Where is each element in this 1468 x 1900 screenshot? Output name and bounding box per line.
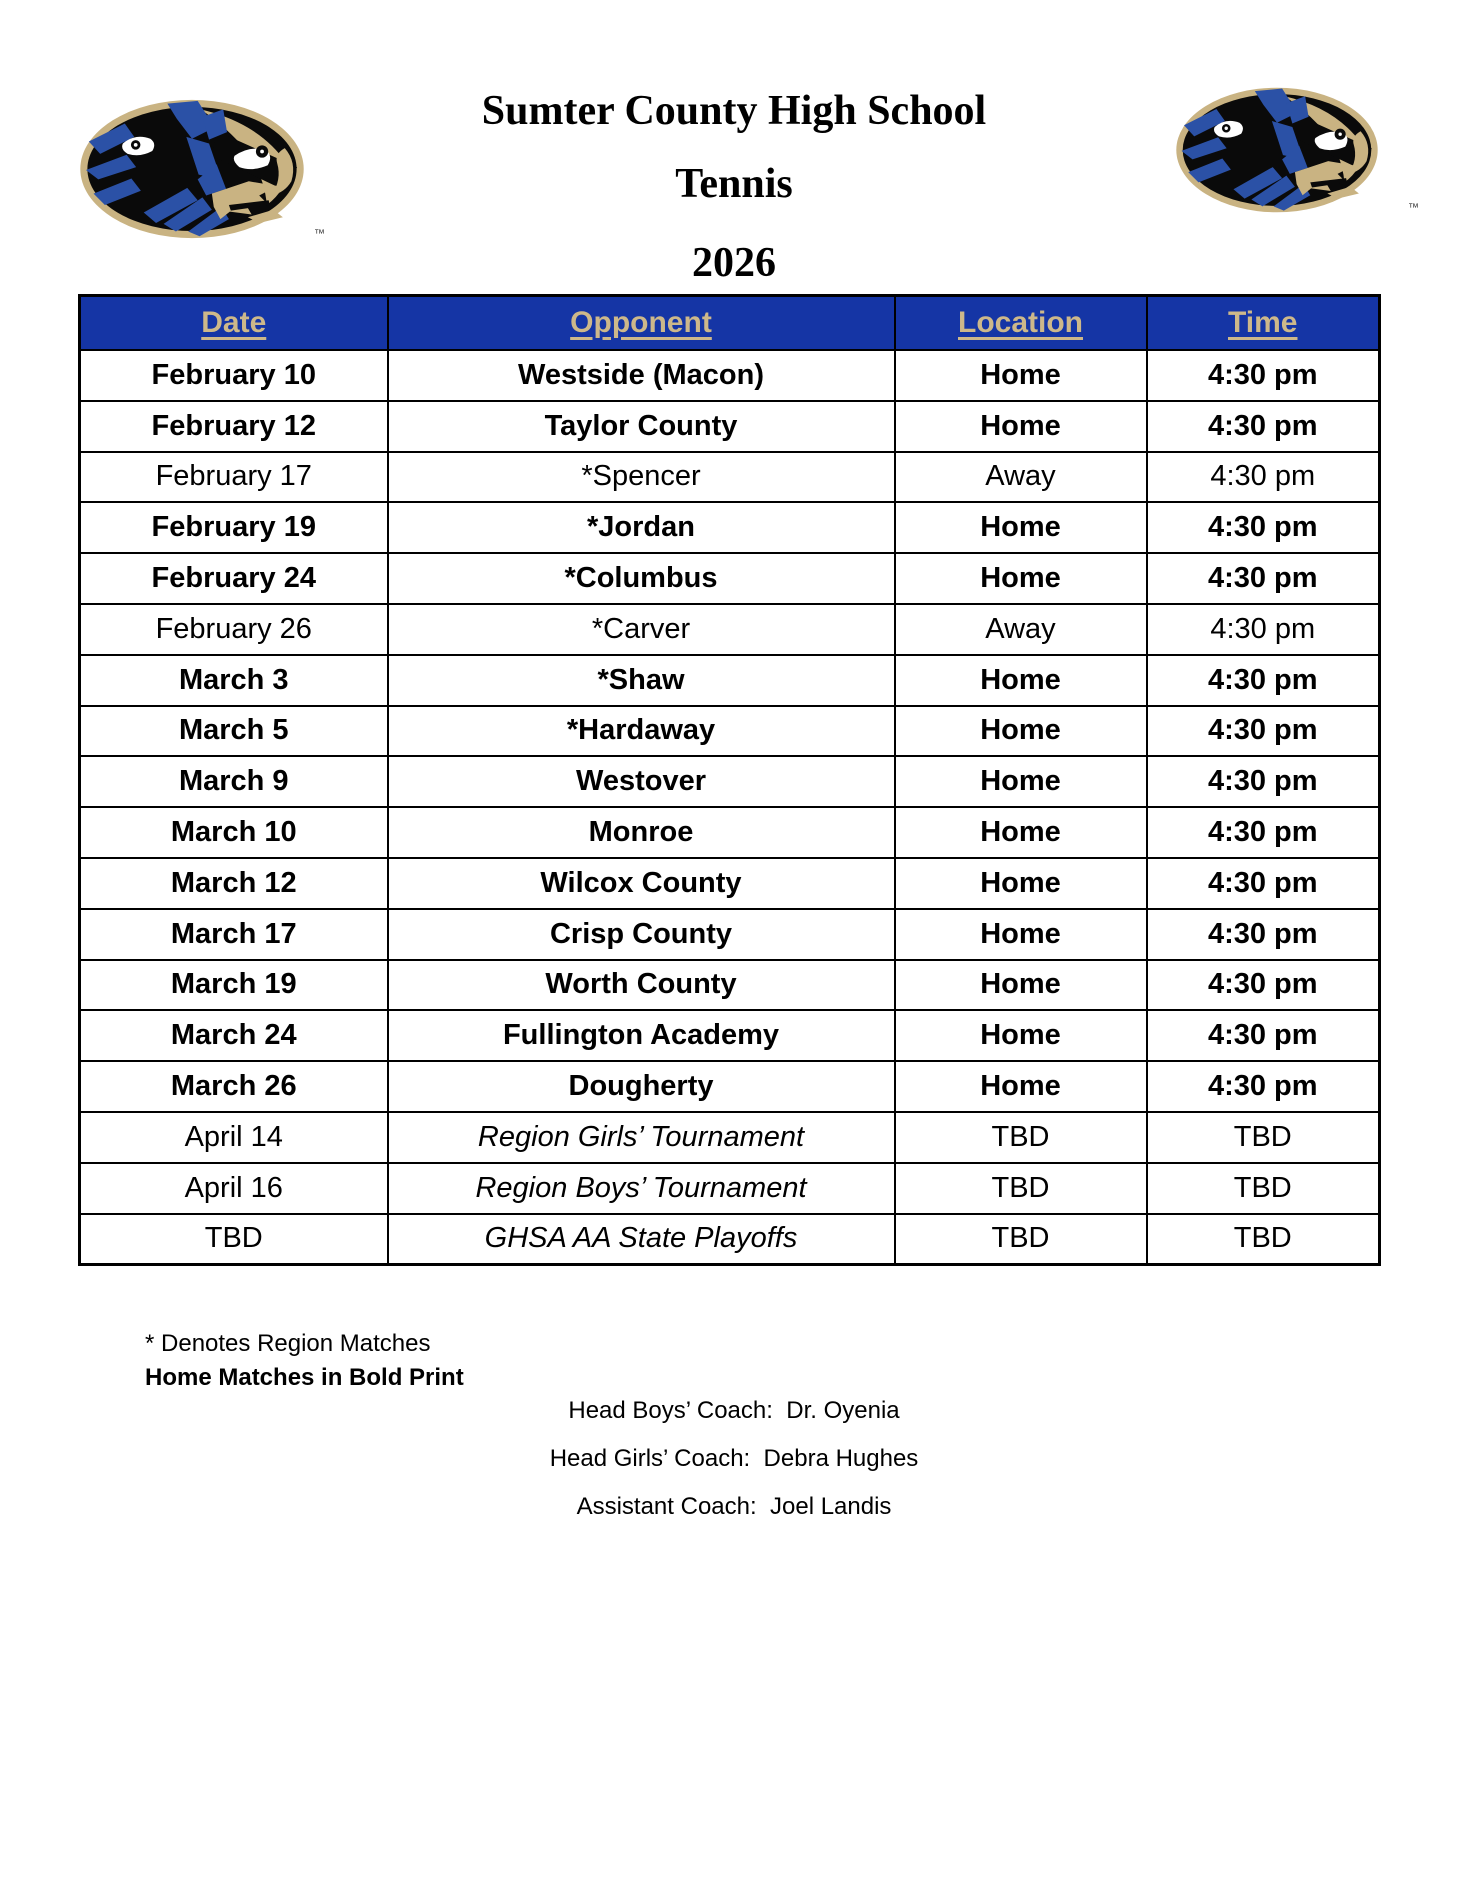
cell-time: TBD [1147,1214,1380,1265]
cell-location: Home [895,858,1147,909]
page-title-school: Sumter County High School [481,88,987,134]
cell-date: February 10 [80,350,388,401]
table-row [80,502,1380,553]
cell-time: 4:30 pm [1147,350,1380,401]
cell-location: Home [895,960,1147,1011]
head-boys-coach: Head Boys’ Coach: Dr. Oyenia [568,1397,900,1424]
cell-date: February 26 [80,604,388,655]
coaches-block [0,1396,1468,1540]
table-row [80,655,1380,706]
cell-time: 4:30 pm [1147,604,1380,655]
table-row [80,1163,1380,1214]
cell-time: 4:30 pm [1147,655,1380,706]
table-row [80,1061,1380,1112]
cell-location: Home [895,1010,1147,1061]
page-title-sport: Tennis [675,161,793,207]
cell-location: Home [895,553,1147,604]
cell-date: March 9 [80,756,388,807]
cell-location: TBD [895,1163,1147,1214]
cell-location: Home [895,655,1147,706]
cell-time: 4:30 pm [1147,909,1380,960]
cell-date: TBD [80,1214,388,1265]
column-header-location: Location [895,296,1147,351]
cell-date: March 5 [80,706,388,757]
cell-date: February 24 [80,553,388,604]
cell-date: April 16 [80,1163,388,1214]
cell-time: 4:30 pm [1147,502,1380,553]
page-title-year: 2026 [692,240,776,286]
note-region-matches: * Denotes Region Matches [145,1330,431,1357]
table-row [80,553,1380,604]
cell-date: March 3 [80,655,388,706]
cell-opponent: Monroe [388,807,895,858]
table-row [80,452,1380,503]
cell-time: TBD [1147,1112,1380,1163]
cell-opponent: *Spencer [388,452,895,503]
table-row [80,858,1380,909]
cell-opponent: Westover [388,756,895,807]
cell-location: Home [895,756,1147,807]
column-header-date: Date [80,296,388,351]
cell-date: March 10 [80,807,388,858]
cell-opponent: *Shaw [388,655,895,706]
cell-location: TBD [895,1112,1147,1163]
cell-time: 4:30 pm [1147,706,1380,757]
cell-opponent: Dougherty [388,1061,895,1112]
cell-opponent: Region Girls’ Tournament [388,1112,895,1163]
cell-time: 4:30 pm [1147,1061,1380,1112]
cell-time: 4:30 pm [1147,553,1380,604]
cell-date: February 12 [80,401,388,452]
cell-location: Home [895,401,1147,452]
cell-date: March 24 [80,1010,388,1061]
cell-time: 4:30 pm [1147,452,1380,503]
cell-location: Away [895,452,1147,503]
cell-date: February 19 [80,502,388,553]
cell-opponent: GHSA AA State Playoffs [388,1214,895,1265]
cell-date: March 17 [80,909,388,960]
table-row [80,706,1380,757]
note-home-matches-bold: Home Matches in Bold Print [145,1364,464,1391]
assistant-coach: Assistant Coach: Joel Landis [576,1493,892,1520]
table-row [80,756,1380,807]
cell-date: March 26 [80,1061,388,1112]
column-header-opponent: Opponent [388,296,895,351]
cell-opponent: Fullington Academy [388,1010,895,1061]
cell-opponent: Crisp County [388,909,895,960]
cell-time: 4:30 pm [1147,401,1380,452]
cell-date: February 17 [80,452,388,503]
cell-location: Home [895,1061,1147,1112]
cell-location: TBD [895,1214,1147,1265]
cell-date: April 14 [80,1112,388,1163]
table-row [80,1010,1380,1061]
cell-time: 4:30 pm [1147,756,1380,807]
table-row [80,604,1380,655]
cell-opponent: *Columbus [388,553,895,604]
cell-time: 4:30 pm [1147,1010,1380,1061]
cell-date: March 12 [80,858,388,909]
cell-location: Home [895,807,1147,858]
table-row [80,1112,1380,1163]
cell-location: Home [895,706,1147,757]
trademark-symbol: ™ [1408,202,1418,214]
table-header-row [80,296,1380,351]
cell-location: Away [895,604,1147,655]
cell-date: March 19 [80,960,388,1011]
cell-opponent: Region Boys’ Tournament [388,1163,895,1214]
cell-location: Home [895,909,1147,960]
table-row [80,1214,1380,1265]
table-row [80,401,1380,452]
table-row [80,350,1380,401]
cell-location: Home [895,502,1147,553]
table-row [80,909,1380,960]
table-row [80,960,1380,1011]
cell-opponent: Wilcox County [388,858,895,909]
trademark-symbol: ™ [314,228,324,240]
cell-opponent: Worth County [388,960,895,1011]
cell-time: 4:30 pm [1147,858,1380,909]
cell-location: Home [895,350,1147,401]
schedule-table [78,294,1381,1266]
cell-time: 4:30 pm [1147,960,1380,1011]
cell-opponent: *Carver [388,604,895,655]
cell-opponent: Taylor County [388,401,895,452]
cell-opponent: *Jordan [388,502,895,553]
cell-opponent: *Hardaway [388,706,895,757]
cell-opponent: Westside (Macon) [388,350,895,401]
table-row [80,807,1380,858]
head-girls-coach: Head Girls’ Coach: Debra Hughes [549,1445,919,1472]
column-header-time: Time [1147,296,1380,351]
cell-time: 4:30 pm [1147,807,1380,858]
cell-time: TBD [1147,1163,1380,1214]
